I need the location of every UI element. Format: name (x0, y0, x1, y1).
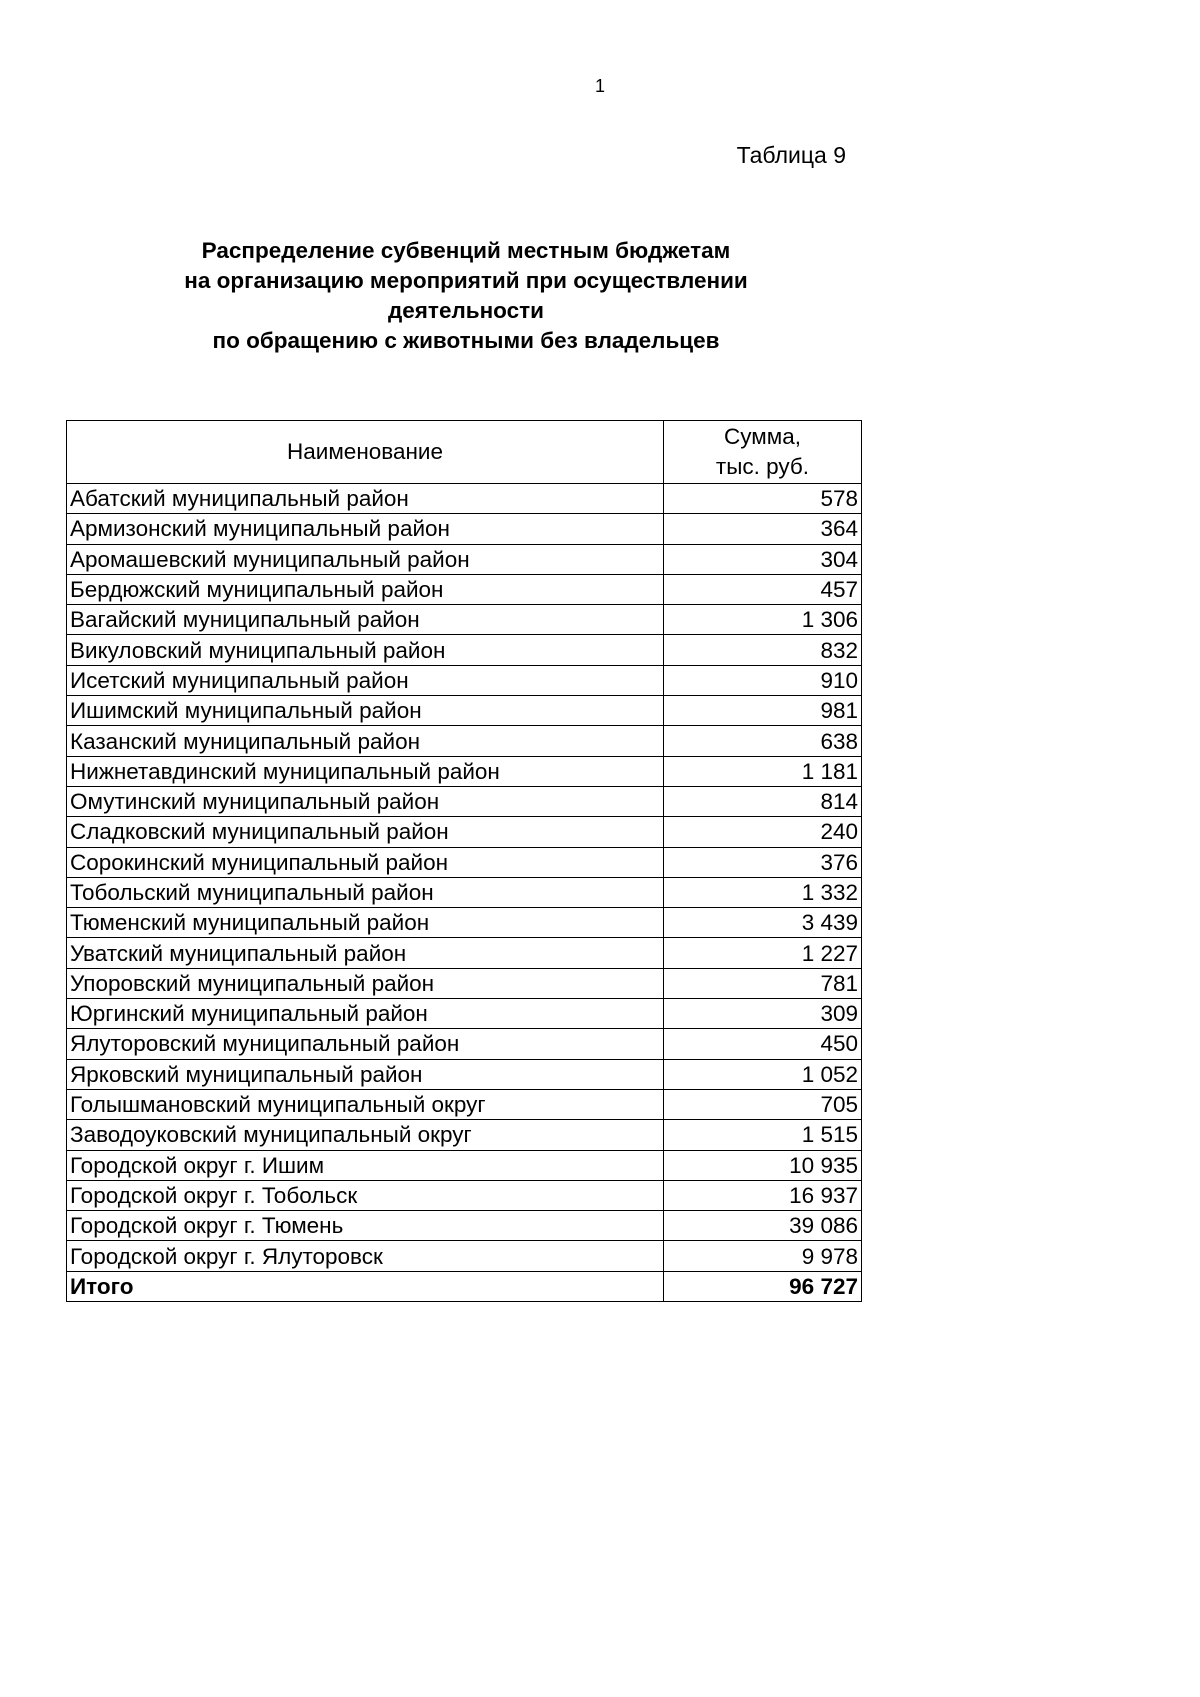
table-row (67, 968, 862, 998)
row-sum: 638 (664, 726, 862, 756)
row-sum: 1 515 (664, 1120, 862, 1150)
total-sum: 96 727 (664, 1271, 862, 1301)
row-sum: 910 (664, 665, 862, 695)
row-sum: 1 332 (664, 877, 862, 907)
row-name: Сорокинский муниципальный район (67, 847, 664, 877)
row-sum: 309 (664, 999, 862, 1029)
table-row (67, 1120, 862, 1150)
row-sum: 376 (664, 847, 862, 877)
table-row (67, 999, 862, 1029)
row-name: Сладковский муниципальный район (67, 817, 664, 847)
table-row (67, 1211, 862, 1241)
table-row (67, 574, 862, 604)
row-sum: 16 937 (664, 1180, 862, 1210)
row-name: Ярковский муниципальный район (67, 1059, 664, 1089)
row-name: Городской округ г. Ялуторовск (67, 1241, 664, 1271)
row-name: Юргинский муниципальный район (67, 999, 664, 1029)
row-sum: 304 (664, 544, 862, 574)
row-sum: 705 (664, 1089, 862, 1119)
subsidy-distribution-table (66, 420, 862, 1302)
row-name: Городской округ г. Ишим (67, 1150, 664, 1180)
row-name: Вагайский муниципальный район (67, 605, 664, 635)
row-name: Омутинский муниципальный район (67, 786, 664, 816)
table-row (67, 635, 862, 665)
table-row (67, 756, 862, 786)
row-name: Тобольский муниципальный район (67, 877, 664, 907)
table-body (67, 484, 862, 1302)
row-sum: 9 978 (664, 1241, 862, 1271)
header-sum (664, 421, 862, 484)
row-sum: 1 181 (664, 756, 862, 786)
row-name: Исетский муниципальный район (67, 665, 664, 695)
table-row (67, 908, 862, 938)
row-name: Нижнетавдинский муниципальный район (67, 756, 664, 786)
row-sum: 240 (664, 817, 862, 847)
table-row (67, 544, 862, 574)
table-row (67, 877, 862, 907)
row-name: Заводоуковский муниципальный округ (67, 1120, 664, 1150)
title-line: Распределение субвенций местным бюджетам (201, 238, 731, 263)
table-row (67, 817, 862, 847)
row-sum: 1 052 (664, 1059, 862, 1089)
row-sum: 3 439 (664, 908, 862, 938)
row-name: Городской округ г. Тобольск (67, 1180, 664, 1210)
table-row (67, 1089, 862, 1119)
row-name: Армизонский муниципальный район (67, 514, 664, 544)
table-row (67, 696, 862, 726)
table-row (67, 786, 862, 816)
table-row (67, 1241, 862, 1271)
table-header-row (67, 421, 862, 484)
row-sum: 832 (664, 635, 862, 665)
row-sum: 1 306 (664, 605, 862, 635)
table-row (67, 726, 862, 756)
row-name: Ишимский муниципальный район (67, 696, 664, 726)
table-row (67, 847, 862, 877)
row-name: Бердюжский муниципальный район (67, 574, 664, 604)
row-sum: 457 (664, 574, 862, 604)
row-sum: 1 227 (664, 938, 862, 968)
table-row (67, 1150, 862, 1180)
title-line: по обращению с животными без владельцев (212, 328, 720, 353)
table-row (67, 665, 862, 695)
table-row (67, 1180, 862, 1210)
row-sum: 981 (664, 696, 862, 726)
header-sum-line: тыс. руб. (715, 454, 810, 479)
row-name: Абатский муниципальный район (67, 484, 664, 514)
row-sum: 578 (664, 484, 862, 514)
row-sum: 10 935 (664, 1150, 862, 1180)
header-sum-line: Сумма, (724, 424, 801, 449)
row-name: Тюменский муниципальный район (67, 908, 664, 938)
table-row (67, 1029, 862, 1059)
table-row (67, 938, 862, 968)
document-title (66, 236, 866, 356)
table-row (67, 484, 862, 514)
row-name: Аромашевский муниципальный район (67, 544, 664, 574)
row-sum: 450 (664, 1029, 862, 1059)
total-row (67, 1271, 862, 1301)
title-line: на организацию мероприятий при осуществлении (184, 268, 748, 293)
table-row (67, 514, 862, 544)
row-name: Упоровский муниципальный район (67, 968, 664, 998)
row-name: Голышмановский муниципальный округ (67, 1089, 664, 1119)
table-row (67, 1059, 862, 1089)
total-label: Итого (67, 1271, 664, 1301)
row-name: Ялуторовский муниципальный район (67, 1029, 664, 1059)
row-name: Викуловский муниципальный район (67, 635, 664, 665)
row-sum: 814 (664, 786, 862, 816)
table-row (67, 605, 862, 635)
row-sum: 364 (664, 514, 862, 544)
row-name: Уватский муниципальный район (67, 938, 664, 968)
row-name: Городской округ г. Тюмень (67, 1211, 664, 1241)
row-name: Казанский муниципальный район (67, 726, 664, 756)
row-sum: 781 (664, 968, 862, 998)
page-number: 1 (594, 76, 605, 96)
row-sum: 39 086 (664, 1211, 862, 1241)
title-line: деятельности (388, 298, 544, 323)
header-name: Наименование (67, 421, 664, 484)
table-label: Таблица 9 (736, 142, 846, 168)
